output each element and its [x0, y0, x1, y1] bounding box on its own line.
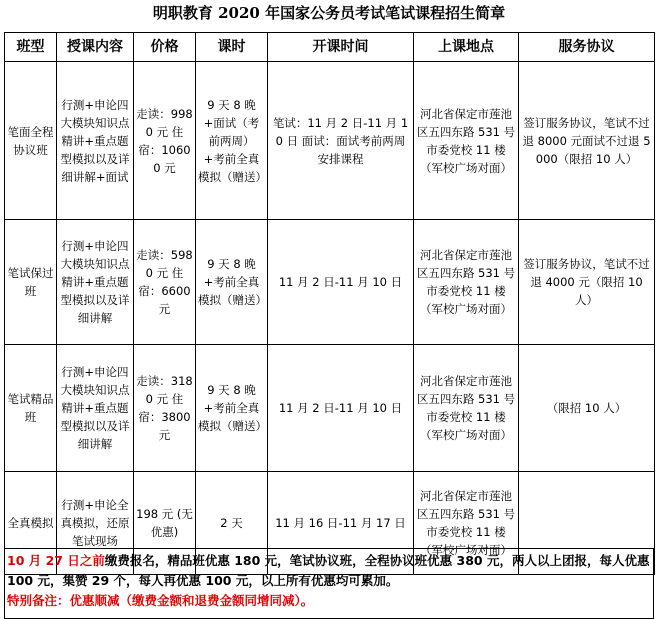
cell-hours: 9 天 8 晚+面试（考前两周）+考前全真模拟（赠送）	[196, 62, 268, 220]
notice-remark: 特别备注：优惠顺减（缴费金额和退费金额同增同减）。	[7, 593, 314, 608]
header-hours: 课时	[196, 33, 268, 62]
cell-location: 河北省保定市莲池区五四东路 531 号 市委党校 11 楼（军校广场对面）	[414, 220, 519, 345]
page-title: 明职教育 2020 年国家公务员考试笔试课程招生简章	[152, 4, 506, 22]
cell-price: 走读：5980 元 住宿：6600 元	[134, 220, 196, 345]
header-class-type: 班型	[5, 33, 57, 62]
table-header-row	[5, 33, 655, 62]
cell-class-type: 笔试保过班	[5, 220, 57, 345]
header-service: 服务协议	[519, 33, 655, 62]
cell-location: 河北省保定市莲池区五四东路 531 号 市委党校 11 楼（军校广场对面）	[414, 472, 519, 575]
cell-start-time: 11 月 2 日-11 月 10 日	[268, 220, 414, 345]
table-row	[5, 62, 655, 220]
cell-price: 走读：3180 元 住宿：3800 元	[134, 345, 196, 472]
cell-location: 河北省保定市莲池区五四东路 531 号 市委党校 11 楼（军校广场对面）	[414, 345, 519, 472]
header-price: 价格	[134, 33, 196, 62]
notice-deadline: 10 月 27 日之前	[7, 553, 105, 568]
cell-hours: 9 天 8 晚+考前全真模拟（赠送）	[196, 345, 268, 472]
cell-content: 行测+申论四大模块知识点精讲+重点题型模拟以及详细讲解+面试	[57, 62, 134, 220]
discount-notice	[4, 548, 654, 619]
header-start-time: 开课时间	[268, 33, 414, 62]
cell-price: 走读：9980 元 住宿：10600 元	[134, 62, 196, 220]
table-row	[5, 220, 655, 345]
cell-class-type: 全真模拟	[5, 472, 57, 575]
cell-start-time: 笔试：11 月 2 日-11 月 10 日 面试：面试考前两周安排课程	[268, 62, 414, 220]
header-content: 授课内容	[57, 33, 134, 62]
cell-content: 行测+申论全真模拟，还原笔试现场	[57, 472, 134, 575]
cell-content: 行测+申论四大模块知识点精讲+重点题型模拟以及详细讲解	[57, 220, 134, 345]
header-location: 上课地点	[414, 33, 519, 62]
cell-hours: 2 天	[196, 472, 268, 575]
cell-content: 行测+申论四大模块知识点精讲+重点题型模拟以及详细讲解	[57, 345, 134, 472]
cell-class-type: 笔试精品班	[5, 345, 57, 472]
cell-start-time: 11 月 16 日-11 月 17 日	[268, 472, 414, 575]
table-row	[5, 345, 655, 472]
cell-price: 198 元 (无优惠)	[134, 472, 196, 575]
cell-start-time: 11 月 2 日-11 月 10 日	[268, 345, 414, 472]
cell-class-type: 笔面全程协议班	[5, 62, 57, 220]
cell-hours: 9 天 8 晚+考前全真模拟（赠送）	[196, 220, 268, 345]
cell-service: 签订服务协议，笔试不过退 4000 元（限招 10 人）	[519, 220, 655, 345]
cell-service: 签订服务协议，笔试不过退 8000 元面试不过退 5000（限招 10 人）	[519, 62, 655, 220]
course-table	[4, 32, 655, 575]
cell-service: （限招 10 人）	[519, 345, 655, 472]
notice-text: 缴费报名，精品班优惠 180 元，笔试协议班，全程协议班优惠 380 元，两人以上团报，每人优惠 100 元，集赞 29 个，每人再优惠 100 元，以上所有优惠均可累加。	[7, 553, 650, 588]
cell-location: 河北省保定市莲池区五四东路 531 号 市委党校 11 楼（军校广场对面）	[414, 62, 519, 220]
